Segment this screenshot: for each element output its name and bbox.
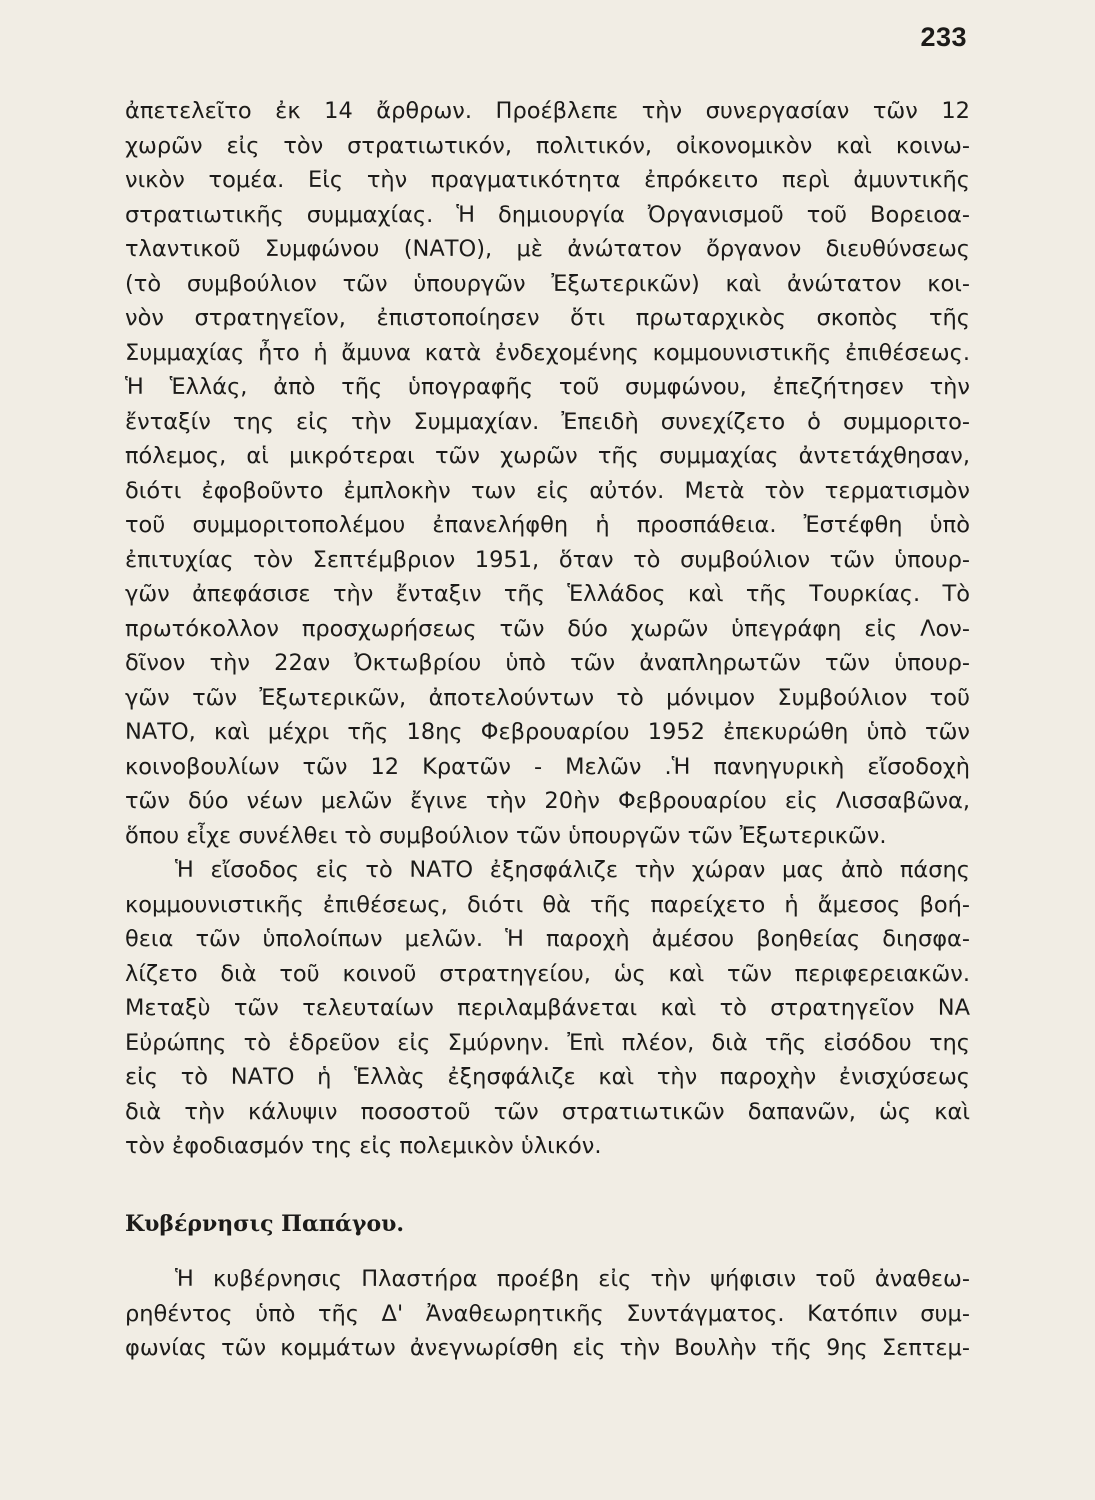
text-line: τὸν ἐφοδιασμόν της εἰς πολεμικὸν ὑλικόν. [125,1133,602,1159]
text-line: κομμουνιστικῆς ἐπιθέσεως, διότι θὰ τῆς παρείχετο ἡ ἄμεσος βοή- [125,891,970,918]
text-line: Συμμαχίας ἦτο ἡ ἄμυνα κατὰ ἐνδεχομένης κομμουνιστικῆς ἐπιθέσεως. [125,339,970,366]
text-line: ἔνταξίν της εἰς τὴν Συμμαχίαν. Ἐπειδὴ συνεχίζετο ὁ συμμοριτο- [125,408,970,435]
text-line: ΝΑΤΟ, καὶ μέχρι τῆς 18ης Φεβρουαρίου 1952 ἐπεκυρώθη ὑπὸ τῶν [125,719,970,745]
text-line: πρωτόκολλον προσχωρήσεως τῶν δύο χωρῶν ὑπεγράφη εἰς Λον- [125,615,970,642]
text-line: στρατιωτικῆς συμμαχίας. Ἡ δημιουργία Ὀργανισμοῦ τοῦ Βορειοα- [125,201,970,228]
text-line: γῶν τῶν Ἐξωτερικῶν, ἀποτελούντων τὸ μόνιμον Συμβούλιον τοῦ [125,684,970,711]
main-text-block [125,94,970,1164]
text-line: δῖνον τὴν 22αν Ὀκτωβρίου ὑπὸ τῶν ἀναπληρωτῶν τῶν ὑπουρ- [125,650,970,676]
text-line: Εὐρώπης τὸ ἑδρεῦον εἰς Σμύρνην. Ἐπὶ πλέον, διὰ τῆς εἰσόδου της [125,1029,970,1056]
text-line: (τὸ συμβούλιον τῶν ὑπουργῶν Ἐξωτερικῶν) καὶ ἀνώτατον κοι- [125,270,970,297]
text-line: εἰς τὸ ΝΑΤΟ ἡ Ἑλλὰς ἐξησφάλιζε καὶ τὴν παροχὴν ἐνισχύσεως [125,1064,970,1090]
text-line: λίζετο διὰ τοῦ κοινοῦ στρατηγείου, ὡς καὶ τῶν περιφερειακῶν. [125,960,970,987]
text-line: διότι ἐφοβοῦντο ἐμπλοκὴν των εἰς αὐτόν. Μετὰ τὸν τερματισμὸν [125,477,970,504]
text-line: ὅπου εἶχε συνέλθει τὸ συμβούλιον τῶν ὑπουργῶν τῶν Ἐξωτερικῶν. [125,822,887,849]
text-line: νικὸν τομέα. Εἰς τὴν πραγματικότητα ἐπρόκειτο περὶ ἀμυντικῆς [125,167,970,193]
page-number: 233 [920,22,967,52]
text-line: Μεταξὺ τῶν τελευταίων περιλαμβάνεται καὶ τὸ στρατηγεῖον ΝΑ [125,995,970,1021]
section-text-block [125,1262,970,1366]
text-line: χωρῶν εἰς τὸν στρατιωτικόν, πολιτικόν, οἰκονομικὸν καὶ κοινω- [125,132,970,159]
text-line: ἐπιτυχίας τὸν Σεπτέμβριον 1951, ὅταν τὸ συμβούλιον τῶν ὑπουρ- [125,546,970,573]
text-line: Ἡ εἴσοδος εἰς τὸ ΝΑΤΟ ἐξησφάλιζε τὴν χώραν μας ἀπὸ πάσης [175,857,970,883]
section-heading: Κυβέρνησις Παπάγου. [125,1211,405,1237]
text-line: πόλεμος, αἱ μικρότεραι τῶν χωρῶν τῆς συμμαχίας ἀντετάχθησαν, [125,443,970,469]
text-line: Ἡ Ἑλλάς, ἀπὸ τῆς ὑπογραφῆς τοῦ συμφώνου, ἐπεζήτησεν τὴν [125,374,970,400]
text-line: τοῦ συμμοριτοπολέμου ἐπανελήφθη ἡ προσπάθεια. Ἐστέφθη ὑπὸ [125,512,970,538]
text-line: φωνίας τῶν κομμάτων ἀνεγνωρίσθη εἰς τὴν Βουλὴν τῆς 9ης Σεπτεμ- [125,1335,970,1361]
text-line: γῶν ἀπεφάσισε τὴν ἔνταξιν τῆς Ἑλλάδος καὶ τῆς Τουρκίας. Τὸ [125,581,970,607]
text-line: ἀπετελεῖτο ἐκ 14 ἄρθρων. Προέβλεπε τὴν συνεργασίαν τῶν 12 [125,98,970,124]
text-line: διὰ τὴν κάλυψιν ποσοστοῦ τῶν στρατιωτικῶν δαπανῶν, ὡς καὶ [125,1098,970,1125]
text-line: τλαντικοῦ Συμφώνου (ΝΑΤΟ), μὲ ἀνώτατον ὄργανον διευθύνσεως [125,236,970,262]
text-line: νὸν στρατηγεῖον, ἐπιστοποίησεν ὅτι πρωταρχικὸς σκοπὸς τῆς [125,305,970,331]
text-line: θεια τῶν ὑπολοίπων μελῶν. Ἡ παροχὴ ἀμέσου βοηθείας διησφα- [125,926,970,952]
text-line: κοινοβουλίων τῶν 12 Κρατῶν - Μελῶν .Ἡ πανηγυρικὴ εἴσοδοχὴ [125,753,970,780]
text-line: τῶν δύο νέων μελῶν ἔγινε τὴν 20ὴν Φεβρουαρίου εἰς Λισσαβῶνα, [125,788,970,814]
text-line: ρηθέντος ὑπὸ τῆς Δ' Ἀναθεωρητικῆς Συντάγματος. Κατόπιν συμ- [125,1300,970,1327]
text-line: Ἡ κυβέρνησις Πλαστήρα προέβη εἰς τὴν ψήφισιν τοῦ ἀναθεω- [175,1266,970,1292]
